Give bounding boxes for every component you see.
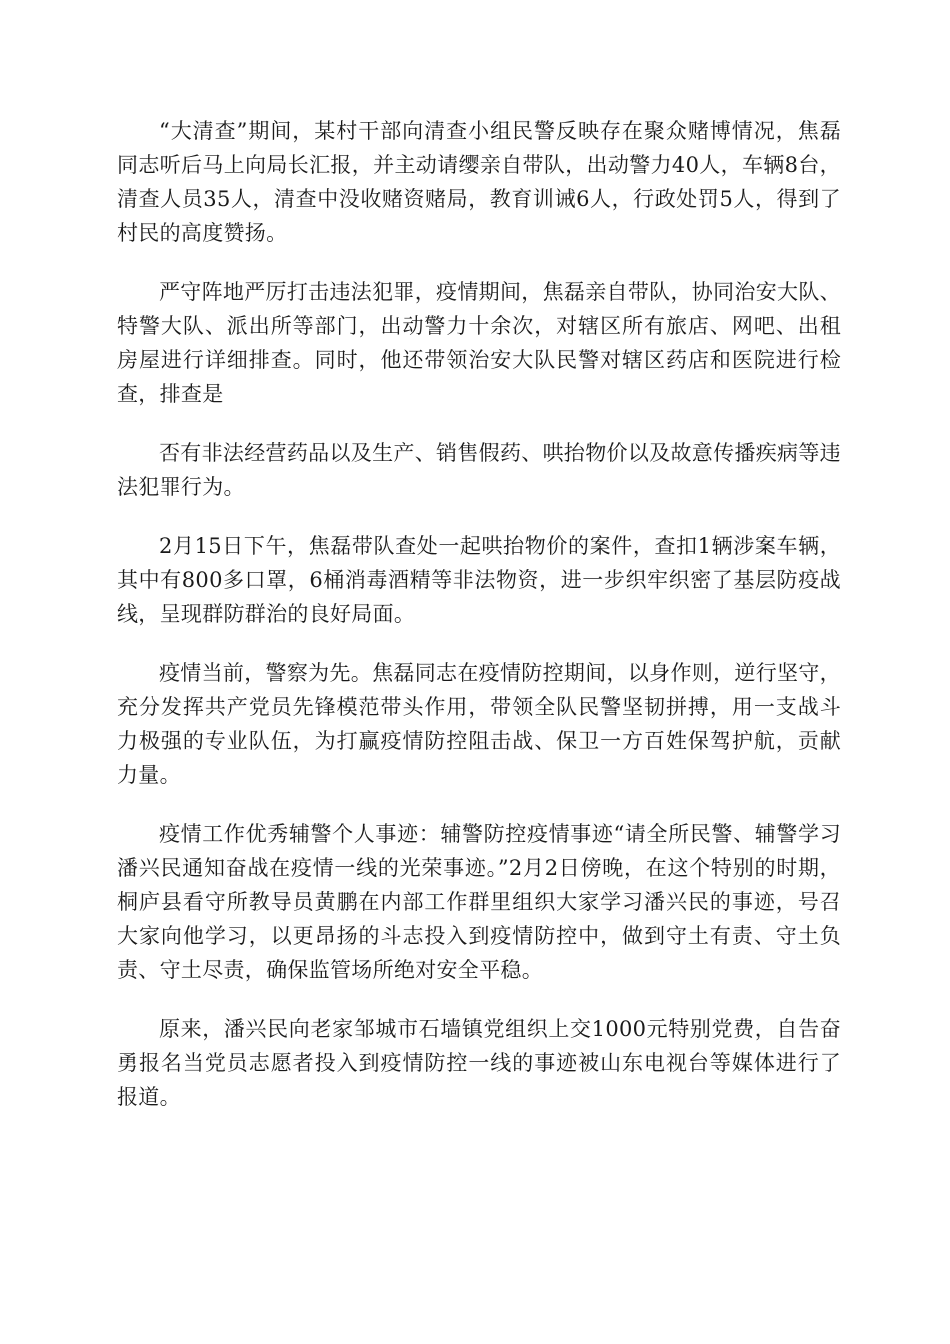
paragraph: 原来，潘兴民向老家邹城市石墙镇党组织上交1000元特别党费，自告奋勇报名当党员志愿者投入到疫情防控一线的事迹被山东电视台等媒体进行了报道。 bbox=[117, 1017, 841, 1109]
paragraph: 疫情工作优秀辅警个人事迹：辅警防控疫情事迹“请全所民警、辅警学习潘兴民通知奋战在疫情一线的光荣事迹。”2月2日傍晚，在这个特别的时期，桐庐县看守所教导员黄鹏在内部工作群里组织大家学习潘兴民的事迹，号召大家向他学习，以更昂扬的斗志投入到疫情防控中，做到守土有责、守土负责、守土尽责，确保监管场所绝对安全平稳。 bbox=[117, 822, 841, 982]
paragraph: 2月15日下午，焦磊带队查处一起哄抬物价的案件，查扣1辆涉案车辆，其中有800多口罩，6桶消毒酒精等非法物资，进一步织牢织密了基层防疫战线，呈现群防群治的良好局面。 bbox=[117, 534, 841, 626]
paragraph: 疫情当前，警察为先。焦磊同志在疫情防控期间，以身作则，逆行坚守，充分发挥共产党员先锋模范带头作用，带领全队民警坚韧拼搏，用一支战斗力极强的专业队伍，为打赢疫情防控阻击战、保卫一方百姓保驾护航，贡献力量。 bbox=[117, 661, 841, 787]
document-body bbox=[117, 114, 841, 1139]
paragraph: 否有非法经营药品以及生产、销售假药、哄抬物价以及故意传播疾病等违法犯罪行为。 bbox=[117, 441, 841, 499]
paragraph: 严守阵地严厉打击违法犯罪，疫情期间，焦磊亲自带队，协同治安大队、特警大队、派出所等部门，出动警力十余次，对辖区所有旅店、网吧、出租房屋进行详细排查。同时，他还带领治安大队民警对辖区药店和医院进行检查，排查是 bbox=[117, 280, 841, 406]
paragraph: “大清查”期间，某村干部向清查小组民警反映存在聚众赌博情况，焦磊同志听后马上向局长汇报，并主动请缨亲自带队，出动警力40人，车辆8台，清查人员35人，清查中没收赌资赌局，教育训诫6人，行政处罚5人，得到了村民的高度赞扬。 bbox=[117, 119, 841, 245]
